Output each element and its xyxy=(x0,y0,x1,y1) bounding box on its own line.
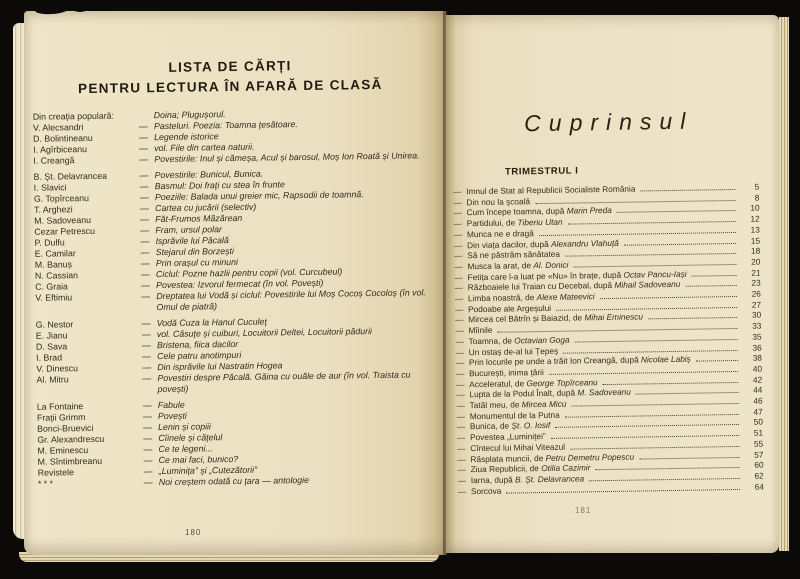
entry-dash: — xyxy=(143,433,153,444)
toc-entry-title: București, inima țării xyxy=(469,366,544,379)
toc-entry-page: 5 xyxy=(754,181,760,192)
toc-entry-title: Prin locurile pe unde a trăit Ion Creangă, după Nicolae Labiș xyxy=(468,353,691,368)
toc-entry-page: 21 xyxy=(751,267,761,278)
dot-leader xyxy=(571,403,738,407)
toc-entry-dash: — xyxy=(456,411,466,422)
toc-entry-page: 35 xyxy=(752,331,762,342)
toc-entry-page: 18 xyxy=(750,245,761,256)
toc-entry-page: 38 xyxy=(752,352,762,363)
toc-entry-title: Toamna, de Octavian Goga xyxy=(468,334,570,347)
toc-entry-dash: — xyxy=(456,389,465,400)
author-name: D. Bolintineanu xyxy=(33,133,93,144)
author-name: M. Eminescu xyxy=(37,445,89,456)
work-title: Din isprăvile lui Nastratin Hogea xyxy=(157,360,283,373)
entry-dash: — xyxy=(140,269,150,280)
toc-entry-page: 20 xyxy=(751,256,761,267)
dot-leader xyxy=(603,382,739,385)
toc-entry-dash: — xyxy=(457,464,466,475)
entry-dash: — xyxy=(140,236,150,247)
toc-entry-author: Nicolae Labiș xyxy=(640,353,691,365)
toc-entry-dash: — xyxy=(455,357,465,368)
entry-dash: — xyxy=(143,444,153,455)
toc-list xyxy=(453,182,764,497)
toc-entry-dash: — xyxy=(455,325,464,336)
toc-entry-title: Acceleratul, de George Topîrceanu xyxy=(469,376,598,389)
page-stack-edge-right xyxy=(779,17,789,551)
entry-dash: — xyxy=(139,192,149,203)
author-name: B. Șt. Delavrancea xyxy=(33,170,108,182)
author-name: * * * xyxy=(37,478,54,489)
work-title: Poeziile: Balada unui greier mic, Rapsodii de toamnă. xyxy=(154,189,364,203)
toc-entry-page: 23 xyxy=(751,277,761,289)
dot-leader xyxy=(636,392,739,395)
entry-dash: — xyxy=(143,422,152,433)
work-title: Ce te legeni... xyxy=(158,443,213,455)
toc-entry-page: 26 xyxy=(751,288,761,299)
work-title: Lenin și copiii xyxy=(158,421,212,433)
book-list-row xyxy=(36,369,432,397)
toc-entry-title: Răsplata muncii, de Petru Demetru Popescu xyxy=(470,451,635,464)
author-name: I. Creangă xyxy=(33,155,75,166)
toc-entry-page: 40 xyxy=(752,363,763,374)
toc-entry-dash: — xyxy=(455,314,464,325)
author-name: E. Jianu xyxy=(35,330,68,341)
author-name: N. Cassian xyxy=(34,270,79,281)
dot-leader xyxy=(589,478,740,481)
left-page-number: 180 xyxy=(185,528,202,537)
work-title: Basmul: Doi frați cu stea în frunte xyxy=(154,179,285,192)
work-title: Povestirile: Inul și cămeșa, Acul și barosul, Moș Ion Roată și Unirea. xyxy=(154,150,420,165)
toc-entry-title: Musca la arat, de Al. Donici xyxy=(467,259,569,272)
author-name: M. Sîntimbreanu xyxy=(37,455,103,467)
toc-entry-author: Otilia Cazimir xyxy=(541,462,591,474)
toc-entry-dash: — xyxy=(457,432,466,443)
entry-dash: — xyxy=(142,400,152,411)
work-title: Fram, ursul polar xyxy=(155,224,222,236)
toc-entry-page: 33 xyxy=(752,320,762,331)
toc-entry-dash: — xyxy=(453,239,463,250)
author-name: M. Banuș xyxy=(34,259,73,270)
toc-entry-author: Mihail Sadoveanu xyxy=(614,279,681,291)
toc-entry-page: 57 xyxy=(754,449,764,460)
toc-entry-author: Alexe Mateevici xyxy=(536,291,595,303)
book-list-group xyxy=(34,166,432,315)
author-name: I. Brad xyxy=(36,352,63,363)
work-title: Pasteluri. Poezia: Toamna țesătoare. xyxy=(153,119,298,132)
toc-entry-dash: — xyxy=(454,293,464,304)
book-list xyxy=(33,106,434,489)
work-title: Povestiri despre Păcală. Găina cu ouăle de aur (în vol. Traista cu povești) xyxy=(157,369,411,395)
toc-entry-page: 64 xyxy=(754,481,764,492)
work-title: Prin orașul cu minuni xyxy=(155,257,239,269)
toc-entry-author: Mihai Eminescu xyxy=(584,311,644,323)
toc-entry-author: Petru Demetru Popescu xyxy=(545,451,635,463)
dot-leader xyxy=(596,467,740,470)
toc-entry-page: 13 xyxy=(750,224,760,235)
toc-entry-dash: — xyxy=(456,400,465,411)
entry-dash: — xyxy=(142,411,152,422)
toc-entry-author: George Topîrceanu xyxy=(526,376,598,388)
work-title: Povestea: Izvorul fermecat (în vol. Povești) xyxy=(156,277,324,291)
reading-list-title-line1: LISTA DE CĂRȚI xyxy=(168,58,292,75)
author-name: Gr. Alexandrescu xyxy=(37,433,105,445)
toc-entry-dash: — xyxy=(453,186,462,197)
author-name: G. Topîrceanu xyxy=(33,193,90,204)
toc-entry-dash: — xyxy=(456,421,466,432)
entry-dash: — xyxy=(140,225,150,236)
dot-leader xyxy=(692,275,737,277)
author-name: V. Eftimiu xyxy=(35,292,73,303)
toc-entry-page: 62 xyxy=(754,470,764,481)
toc-entry-author: Marin Preda xyxy=(566,205,612,217)
toc-entry-dash: — xyxy=(453,207,462,218)
work-title: Cele patru anotimpuri xyxy=(157,350,242,362)
work-title: Dreptatea lui Vodă și ciclul: Povestirile lui Moș Cocoș Cocoloș (în vol. Omul de piatră) xyxy=(156,287,426,313)
toc-entry-title: Războaiele lui Traian cu Decebal, după Mihail Sadoveanu xyxy=(467,279,681,293)
author-name: T. Arghezi xyxy=(34,204,73,215)
book-list-group xyxy=(37,396,434,490)
dot-leader xyxy=(639,457,739,460)
book-list-group xyxy=(36,314,433,397)
dot-leader xyxy=(685,285,736,287)
toc-entry-author: Octavian Goga xyxy=(514,334,570,346)
work-title: Doina; Plugușorul. xyxy=(153,109,226,121)
toc-entry-dash: — xyxy=(453,229,463,240)
toc-entry-dash: — xyxy=(457,453,466,464)
dot-leader xyxy=(624,242,736,245)
toc-entry-title: Mircea cel Bătrîn și Baiazid, de Mihai Eminescu xyxy=(468,311,644,325)
dot-leader xyxy=(640,189,735,191)
toc-entry-dash: — xyxy=(457,475,467,486)
dot-leader xyxy=(600,296,737,299)
entry-dash: — xyxy=(142,362,152,373)
entry-dash: — xyxy=(138,121,148,132)
toc-entry-title: Cum începe toamna, după Marin Preda xyxy=(466,205,612,218)
author-name: I. Slavici xyxy=(33,182,67,193)
scan-artifact xyxy=(73,6,87,12)
toc-entry-title: Un ostaș de-al lui Țepeș xyxy=(468,345,559,357)
author-name: Din creația populară: xyxy=(32,110,115,122)
entry-dash: — xyxy=(141,329,151,340)
toc-entry-page: 15 xyxy=(750,235,761,246)
toc-entry-dash: — xyxy=(455,336,464,347)
toc-entry-title: Monumentul de la Putna xyxy=(469,409,560,421)
toc-entry-page: 36 xyxy=(752,342,762,353)
toc-entry-page: 47 xyxy=(753,406,763,417)
toc-entry-page: 50 xyxy=(753,417,763,428)
toc-entry-author: Octav Pancu-Iași xyxy=(623,268,687,280)
author-name: I. Agîrbiceanu xyxy=(33,144,88,155)
toc-entry-author: M. Sadoveanu xyxy=(577,387,631,398)
toc-entry-dash: — xyxy=(455,346,465,357)
toc-entry-title: Limba noastră, de Alexe Mateevici xyxy=(467,291,595,304)
toc-entry-dash: — xyxy=(454,250,463,261)
author-name: E. Camilar xyxy=(34,248,76,259)
toc-entry-title: Povestea „Luminiței” xyxy=(470,431,546,443)
author-name: P. Dulfu xyxy=(34,237,65,248)
toc-entry-author: Șt. O. Iosif xyxy=(511,420,551,432)
toc-entry-page: 44 xyxy=(753,384,763,396)
dot-leader xyxy=(575,339,738,343)
toc-entry-page: 42 xyxy=(752,374,763,385)
toc-entry-dash: — xyxy=(453,196,462,208)
toc-entry-title: Fetița care l-a luat pe «Nu» în brațe, după Octav Pancu-Iași xyxy=(467,268,687,282)
entry-dash: — xyxy=(139,203,149,214)
toc-entry-dash: — xyxy=(454,282,464,293)
work-title: Stejarul din Borzești xyxy=(155,246,234,258)
author-name: G. Nestor xyxy=(35,319,74,330)
table-of-contents xyxy=(452,109,764,497)
toc-entry-title: Mîinile xyxy=(468,324,493,336)
toc-entry-dash: — xyxy=(457,443,466,454)
toc-entry-dash: — xyxy=(454,261,463,272)
toc-entry-page: 27 xyxy=(751,299,762,310)
toc-entry-author: Tiberiu Utan xyxy=(517,216,563,228)
author-name: V. Alecsandri xyxy=(32,122,84,133)
entry-dash: — xyxy=(140,247,150,258)
dot-leader xyxy=(573,264,736,268)
entry-dash: — xyxy=(140,258,150,269)
book-list-row xyxy=(35,287,431,315)
work-title: Povestirile: Bunicul, Bunica. xyxy=(154,168,264,181)
author-name: Cezar Petrescu xyxy=(34,226,96,237)
work-title: Povești xyxy=(157,410,187,422)
toc-entry-page: 12 xyxy=(750,213,760,224)
entry-dash: — xyxy=(141,291,151,302)
entry-dash: — xyxy=(139,132,148,143)
toc-entry-title: Sorcova xyxy=(470,485,502,496)
toc-entry-author: B. Șt. Delavrancea xyxy=(514,473,585,485)
toc-entry-author: Mircea Micu xyxy=(521,398,567,410)
work-title: Noi creștem odată cu țara — antologie xyxy=(158,475,310,488)
entry-dash: — xyxy=(142,351,151,362)
reading-list-title xyxy=(32,54,429,99)
toc-entry-title: Bunica, de Șt. O. Iosif xyxy=(469,420,551,432)
entry-dash: — xyxy=(139,154,149,165)
work-title: vol. Căsuțe și cuiburi, Locuitorii Deltei, Locuitorii pădurii xyxy=(156,326,373,340)
work-title: Ce mai faci, bunico? xyxy=(158,454,239,466)
dot-leader xyxy=(696,360,738,362)
work-title: vol. File din cartea naturii. xyxy=(154,141,255,154)
toc-entry-title: Tatăl meu, de Mircea Micu xyxy=(469,398,567,411)
entry-dash: — xyxy=(139,181,149,192)
work-title: Cartea cu jucării (selectiv) xyxy=(154,201,257,214)
toc-entry-author: Alexandru Vlahuță xyxy=(550,237,619,249)
toc-entry-dash: — xyxy=(454,271,463,283)
book-spread xyxy=(13,9,789,562)
entry-dash: — xyxy=(142,373,152,384)
entry-dash: — xyxy=(140,214,150,225)
work-title: Vodă Cuza la Hanul Cuculeț xyxy=(156,316,267,329)
work-title: Cîinele și cățelul xyxy=(158,432,223,444)
toc-entry-page: 46 xyxy=(753,395,763,406)
work-title: Legende istorice xyxy=(154,131,219,143)
entry-dash: — xyxy=(139,143,149,154)
toc-entry-page: 55 xyxy=(753,438,764,449)
author-name: Al. Mitru xyxy=(36,374,69,385)
work-title: Bristena, fiica dacilor xyxy=(156,339,239,351)
author-name: D. Sava xyxy=(35,341,68,352)
work-title: Fabule xyxy=(157,399,185,411)
entry-dash: — xyxy=(141,340,151,351)
toc-entry-title: Din viața dacilor, după Alexandru Vlahuță xyxy=(466,237,619,250)
entry-dash: — xyxy=(143,455,153,466)
entry-dash: — xyxy=(143,466,153,477)
toc-entry-title: Munca ne e dragă xyxy=(466,227,534,240)
work-title: Făt-Frumos Măzărean xyxy=(155,212,243,225)
entry-dash: — xyxy=(141,318,151,329)
work-title: Isprăvile lui Păcală xyxy=(155,235,229,247)
dot-leader xyxy=(617,210,736,213)
toc-entry-title: Ziua Republicii, de Otilia Cazimir xyxy=(470,462,591,475)
author-name: Frații Grimm xyxy=(36,412,86,423)
dot-leader xyxy=(648,317,737,319)
author-name: M. Sadoveanu xyxy=(34,215,92,226)
toc-title: Cuprinsul xyxy=(523,107,694,137)
author-name: Bonci-Bruevici xyxy=(37,423,94,434)
reading-list xyxy=(32,54,434,495)
author-name: La Fontaine xyxy=(36,401,84,412)
right-page-number: 181 xyxy=(575,506,592,515)
author-name: C. Graia xyxy=(35,281,68,292)
book-list-group xyxy=(33,106,430,167)
toc-entry-page: 51 xyxy=(753,427,764,438)
author-name: Revistele xyxy=(37,467,75,478)
entry-dash: — xyxy=(143,477,153,488)
work-title: „Luminița” și „Cutezătorii” xyxy=(158,464,258,477)
toc-entry-title: Partidului, de Tiberiu Utan xyxy=(466,216,563,229)
toc-entry-title: Să ne păstrăm sănătatea xyxy=(467,248,561,261)
toc-entry-page: 8 xyxy=(754,192,760,203)
toc-entry-title: Iarna, după B. Șt. Delavrancea xyxy=(470,473,585,486)
entry-dash: — xyxy=(139,170,149,181)
toc-entry-author: Al. Donici xyxy=(533,259,569,271)
toc-entry-title: Cîntecul lui Mihai Viteazul xyxy=(470,441,566,454)
dot-leader xyxy=(506,489,740,494)
author-name: V. Dinescu xyxy=(36,363,79,374)
toc-section-heading: TRIMESTRUL I xyxy=(504,165,579,178)
toc-entry-dash: — xyxy=(457,485,467,497)
toc-entry-dash: — xyxy=(455,304,464,315)
toc-entry-page: 30 xyxy=(751,310,762,321)
toc-entry-title: Din nou la școală xyxy=(466,195,531,207)
reading-list-title-line2: PENTRU LECTURA ÎN AFARĂ DE CLASĂ xyxy=(77,76,383,96)
work-title: Ciclul: Pozne hazlii pentru copii (vol. Curcubeul) xyxy=(155,266,343,280)
toc-entry-dash: — xyxy=(456,378,465,390)
toc-entry-title: Podoabe ale Argeșului xyxy=(468,302,552,314)
toc-entry-page: 60 xyxy=(754,459,764,471)
toc-entry-dash: — xyxy=(456,368,465,379)
toc-entry-dash: — xyxy=(453,218,463,229)
toc-entry-title: Imnul de Stat al Republicii Socialiste România xyxy=(466,183,636,197)
entry-dash: — xyxy=(141,280,151,291)
toc-entry-title: Lupta de la Podul Înalt, după M. Sadoveanu xyxy=(469,387,631,400)
toc-entry-page: 10 xyxy=(750,203,760,214)
